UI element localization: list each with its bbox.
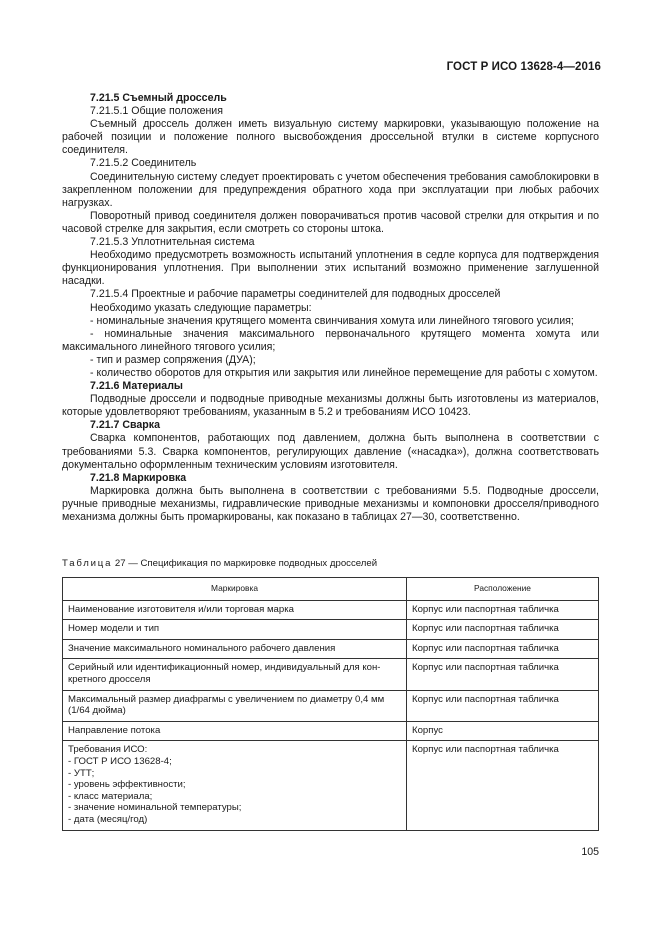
marking-cell: [63, 690, 407, 721]
marking-line: Наименование изготовителя и/или торговая марка: [68, 603, 294, 615]
table-row: [63, 639, 599, 659]
paragraph: Необходимо указать следующие параметры:: [90, 301, 312, 314]
standard-header: ГОСТ Р ИСО 13628-4—2016: [446, 61, 601, 73]
paragraph: Поворотный привод соединителя должен поворачиваться против часовой стрелки для открытия и по часовой стрелке для закрытия, если смотреть со стороны штока.: [62, 209, 599, 235]
table-row: [63, 721, 599, 741]
marking-line: Направление потока: [68, 724, 161, 736]
marking-line: Серийный или идентификационный номер, индивидуальный для кон-: [68, 662, 381, 674]
marking-line: - класс материала;: [68, 790, 153, 802]
marking-line: - дата (месяц/год): [68, 813, 148, 825]
paragraph: Маркировка должна быть выполнена в соответствии с требованиями 5.5. Подводные дроссели, ручные приводные механизмы, гидравлические приводные механизмы и компоновки дросселя/приводного механизма должны быть промаркированы, как показано в таблицах 27—30, соответственно.: [62, 484, 599, 523]
marking-line: Значение максимального номинального рабочего давления: [68, 642, 336, 654]
marking-cell: [63, 721, 407, 741]
paragraph: 7.21.5.3 Уплотнительная система: [90, 236, 255, 249]
section-heading: 7.21.5 Съемный дроссель: [90, 92, 227, 104]
table-row: [63, 600, 599, 620]
marking-line: кретного дросселя: [68, 673, 151, 685]
marking-cell: [63, 659, 407, 690]
marking-line: - ГОСТ Р ИСО 13628-4;: [68, 755, 172, 767]
paragraph: Подводные дроссели и подводные приводные механизмы должны быть изготовлены из материалов, которые удовлетворяют требованиям, указанным в 5.2 и требованиям ИСО 10423.: [62, 393, 599, 419]
marking-line: (1/64 дюйма): [68, 705, 126, 717]
location-cell: Корпус или паспортная табличка: [407, 620, 599, 640]
paragraph: Необходимо предусмотреть возможность испытаний уплотнения в седле корпуса для подтверждения функционирования уплотнения. При выполнении этих испытаний возможно применение заглушенной насадки.: [62, 249, 599, 288]
marking-cell: [63, 741, 407, 830]
paragraph: - количество оборотов для открытия или закрытия или линейное перемещение для работы с хомутом.: [90, 366, 598, 379]
marking-line: Максимальный размер диафрагмы с увеличением по диаметру 0,4 мм: [68, 693, 385, 705]
body-text: [62, 92, 599, 524]
table-row: [63, 741, 599, 830]
table-caption-label: Таблица: [62, 558, 113, 569]
page-number: 105: [581, 846, 599, 858]
paragraph: - номинальные значения крутящего момента свинчивания хомута или линейного тягового усилия;: [90, 314, 574, 327]
section-heading: 7.21.8 Маркировка: [90, 471, 187, 484]
table-row: [63, 659, 599, 690]
table-caption-text: 27 — Спецификация по маркировке подводных дросселей: [112, 558, 378, 569]
section-heading: 7.21.6 Материалы: [90, 380, 183, 393]
column-header-marking: Маркировка: [63, 578, 407, 601]
paragraph: Съемный дроссель должен иметь визуальную систему маркировки, указывающую положение на рабочей позиции и положение полного высвобождения дроссельной втулки в системе корпусного соединителя.: [62, 118, 599, 157]
location-cell: Корпус или паспортная табличка: [407, 639, 599, 659]
table-body: [63, 600, 599, 830]
paragraph: - тип и размер сопряжения (ДУА);: [90, 353, 256, 366]
table-caption: [62, 558, 377, 569]
location-cell: Корпус или паспортная табличка: [407, 690, 599, 721]
paragraph: Сварка компонентов, работающих под давлением, должна быть выполнена в соответствии с требованиями 5.3. Сварка компонентов, регулирующих давление («насадка»), должна соответствовать документально оформленным техническим условиям изготовителя.: [62, 432, 599, 471]
paragraph: 7.21.5.1 Общие положения: [90, 105, 223, 118]
marking-cell: [63, 639, 407, 659]
marking-cell: [63, 600, 407, 620]
table-row: [63, 620, 599, 640]
marking-line: - значение номинальной температуры;: [68, 802, 242, 814]
location-cell: Корпус или паспортная табличка: [407, 600, 599, 620]
marking-line: Номер модели и тип: [68, 623, 160, 635]
paragraph: Соединительную систему следует проектировать с учетом обеспечения требования самоблокировки в закрепленном положении для предупреждения обратного хода при эксплуатации при любых рабочих нагрузках.: [62, 170, 599, 209]
section-heading: 7.21.7 Сварка: [90, 419, 160, 432]
location-cell: Корпус или паспортная табличка: [407, 659, 599, 690]
location-cell: Корпус: [407, 721, 599, 741]
location-cell: Корпус или паспортная табличка: [407, 741, 599, 830]
marking-cell: [63, 620, 407, 640]
paragraph: - номинальные значения максимального первоначального крутящего момента хомута или максимального линейного тягового усилия;: [62, 327, 599, 353]
marking-table: [62, 577, 599, 831]
table-row: [63, 690, 599, 721]
paragraph: 7.21.5.2 Соединитель: [90, 157, 197, 170]
table-header-row: [63, 578, 599, 601]
column-header-location: Расположение: [407, 578, 599, 601]
marking-line: Требования ИСО:: [68, 744, 148, 756]
paragraph: 7.21.5.4 Проектные и рабочие параметры соединителей для подводных дросселей: [90, 288, 501, 301]
marking-line: - УТТ;: [68, 767, 95, 779]
marking-line: - уровень эффективности;: [68, 779, 186, 791]
